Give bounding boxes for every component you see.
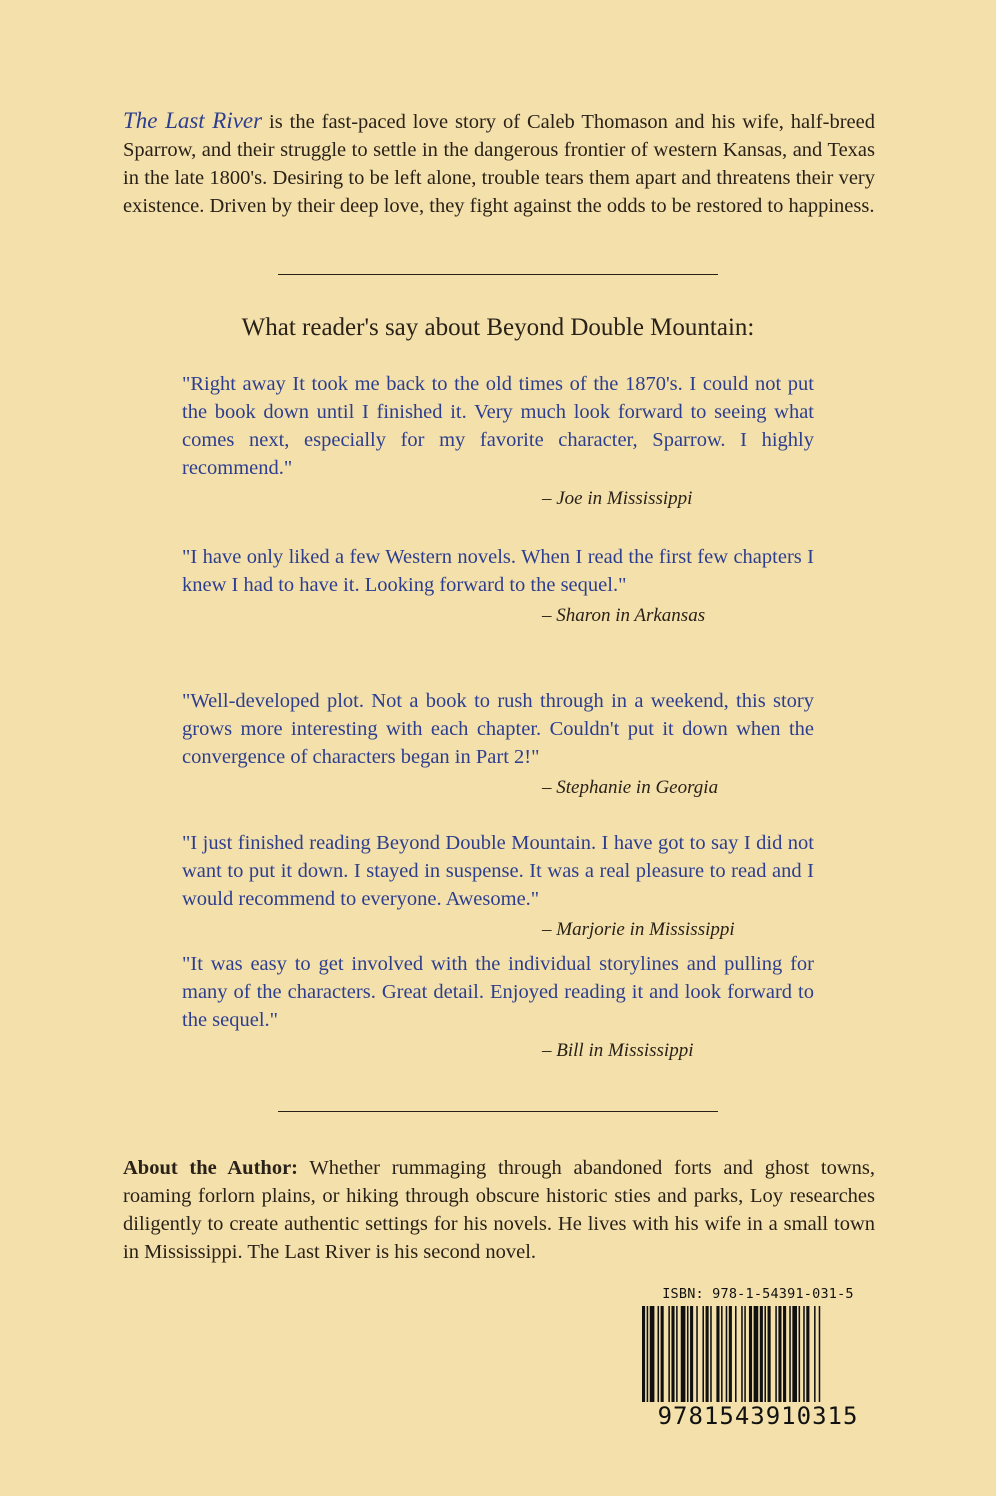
review-attribution: – Joe in Mississippi bbox=[542, 488, 693, 509]
review-quote: "It was easy to get involved with the individual storylines and pulling for many of the characters. Great detail. Enjoyed reading it and look forward to the sequel." bbox=[182, 953, 814, 1031]
review-attribution: – Marjorie in Mississippi bbox=[542, 919, 735, 940]
barcode-bars bbox=[640, 1306, 876, 1406]
review-quote: "Right away It took me back to the old times of the 1870's. I could not put the book down until I finished it. Very much look forward to seeing what comes next, especially for my favorite character, Sparrow. I highly recommend." bbox=[182, 373, 814, 479]
review-item bbox=[182, 370, 814, 510]
review-item bbox=[182, 543, 814, 627]
isbn-label: ISBN: 978-1-54391-031-5 bbox=[662, 1286, 854, 1302]
divider-top bbox=[278, 274, 718, 275]
reviews-heading: What reader's say about Beyond Double Mountain: bbox=[241, 314, 755, 341]
isbn-barcode bbox=[640, 1286, 876, 1446]
book-title: The Last River bbox=[123, 108, 263, 133]
about-text: Whether rummaging through abandoned forts and ghost towns, roaming forlorn plains, or hiking through obscure historic sties and parks, Loy researches diligently to create authentic settings for his novels. He lives with his wife in a small town in Mississippi. The Last River is his second novel. bbox=[123, 1157, 875, 1263]
review-item bbox=[182, 687, 814, 799]
about-label: About the Author: bbox=[123, 1157, 298, 1179]
review-quote: "Well-developed plot. Not a book to rush through in a weekend, this story grows more interesting with each chapter. Couldn't put it down when the convergence of characters began in Part 2!" bbox=[182, 690, 814, 768]
review-attribution: – Sharon in Arkansas bbox=[542, 605, 706, 626]
book-blurb bbox=[123, 107, 875, 220]
review-attribution: – Stephanie in Georgia bbox=[542, 777, 719, 798]
divider-bottom bbox=[278, 1111, 718, 1112]
review-quote: "I have only liked a few Western novels. When I read the first few chapters I knew I had to have it. Looking forward to the sequel." bbox=[182, 546, 814, 596]
about-author bbox=[123, 1154, 875, 1266]
review-quote: "I just finished reading Beyond Double Mountain. I have got to say I did not want to put it down. I stayed in suspense. It was a real pleasure to read and I would recommend to everyone. Awesome." bbox=[182, 832, 814, 910]
review-item bbox=[182, 950, 814, 1062]
review-item bbox=[182, 829, 814, 941]
barcode-digits: 9781543910315 bbox=[657, 1402, 859, 1430]
blurb-text: is the fast-paced love story of Caleb Thomason and his wife, half-breed Sparrow, and their struggle to settle in the dangerous frontier of western Kansas, and Texas in the late 1800's. Desiring to be left alone, trouble tears them apart and threatens their very existence. Driven by their deep love, they fight against the odds to be restored to happiness. bbox=[123, 111, 875, 217]
review-attribution: – Bill in Mississippi bbox=[542, 1040, 694, 1061]
